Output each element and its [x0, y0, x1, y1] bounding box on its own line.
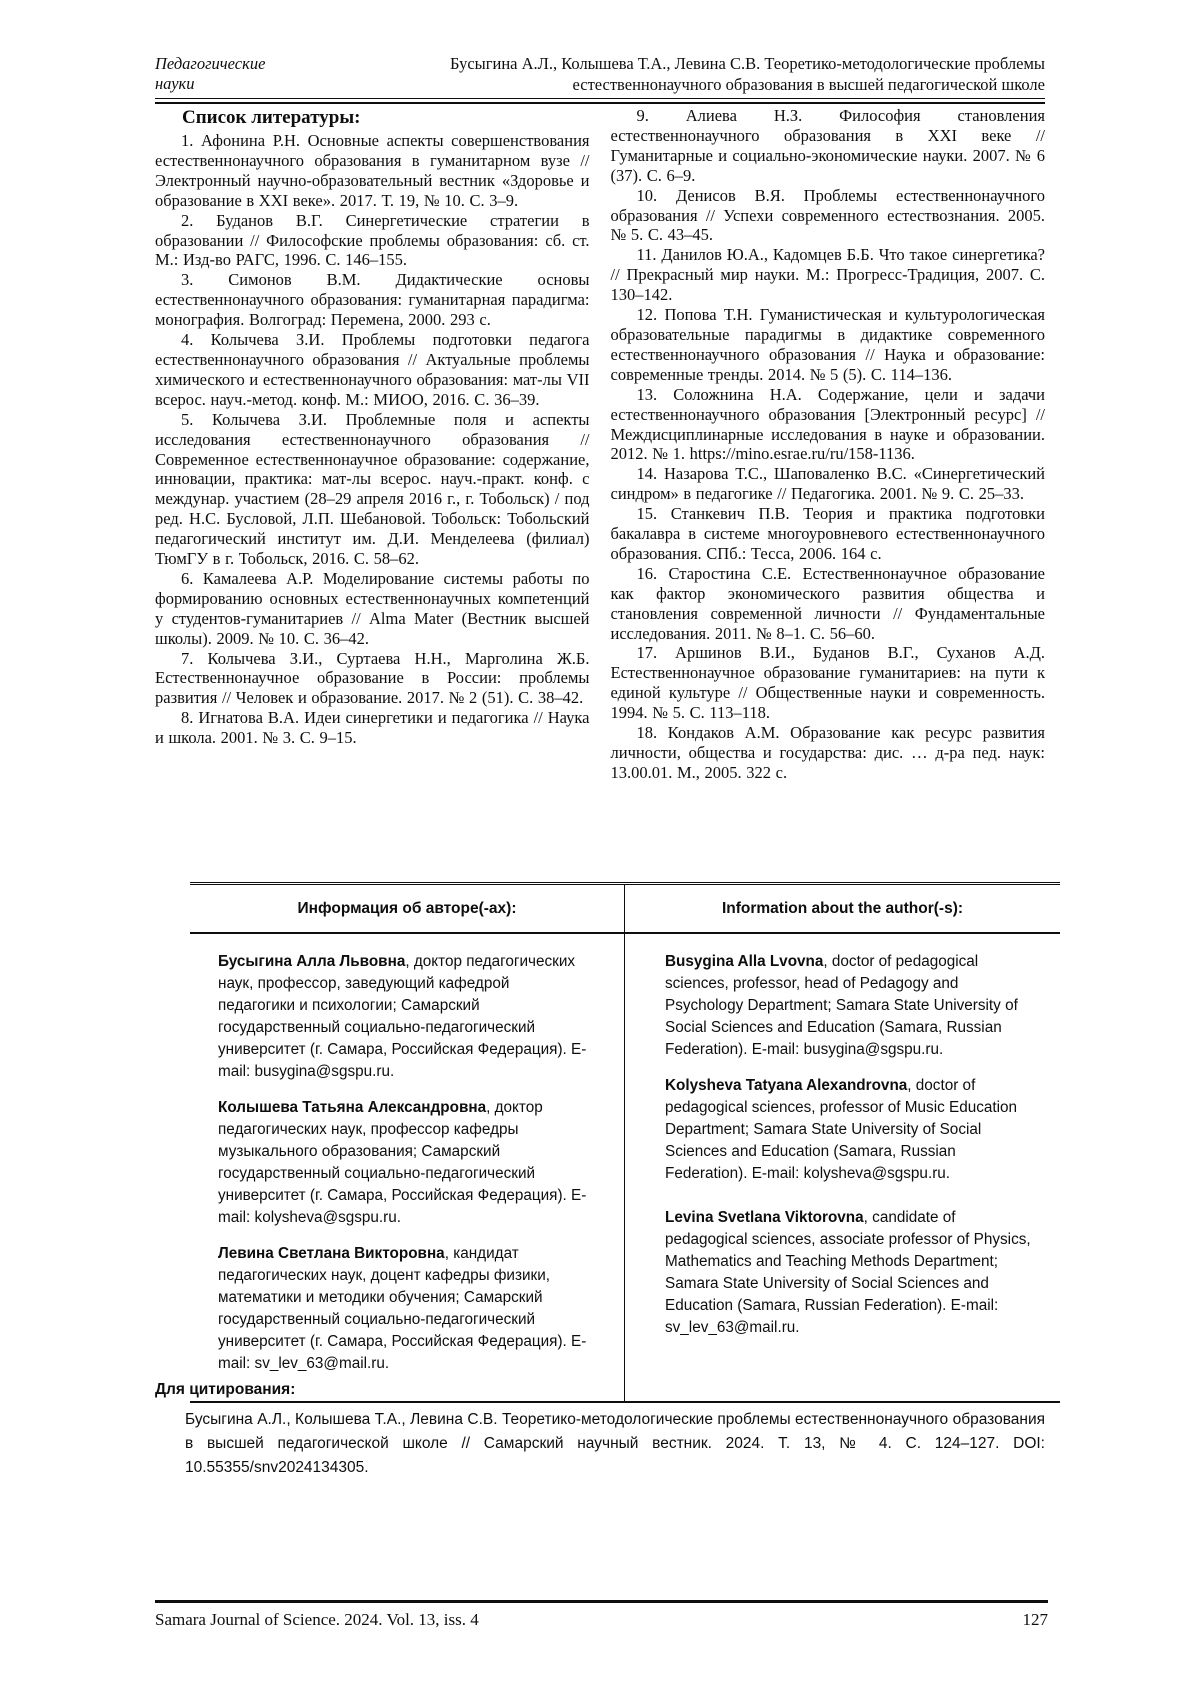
reference-item-1: 1. Афонина Р.Н. Основные аспекты совершенствования естественнонаучного образования в гуманитарном вузе // Электронный научно-образовательный вестник «Здоровье и образование в XXI веке». 2017. Т. 19, № 10. С. 3–9. — [155, 131, 590, 210]
section-title-line1: Педагогические — [155, 54, 266, 73]
reference-item-9: 9. Алиева Н.З. Философия становления естественнонаучного образования в XXI веке // Гуманитарные и социально-экономические науки. 2007. № 6 (37). С. 6–9. — [610, 106, 1045, 185]
section-title — [155, 54, 265, 94]
author-ru-3 — [218, 1243, 590, 1375]
author-en-1 — [665, 951, 1034, 1061]
running-title — [450, 54, 1045, 95]
reference-item-4: 4. Колычева З.И. Проблемы подготовки педагога естественнонаучного образования // Актуальные проблемы химического и естественнонаучного образования: мат-лы VII всерос. науч.-метод. конф. М.: МИОО, 2016. С. 36–39. — [155, 330, 590, 409]
authors-cell-ru — [190, 934, 625, 1401]
author-en-1-info: , doctor of pedagogical sciences, professor, head of Pedagogy and Psychology Department; Samara State University of Social Sciences and Education (Samara, Russian Federation). E-mail: busygina@sgspu.ru. — [665, 953, 1018, 1058]
author-ru-1 — [218, 951, 590, 1083]
reference-item-15: 15. Станкевич П.В. Теория и практика подготовки бакалавра в системе многоуровневого естественнонаучного образования. СПб.: Тесса, 2006. 164 с. — [610, 504, 1045, 563]
authors-table-header-ru: Информация об авторе(-ах): — [190, 885, 625, 934]
author-ru-2-info: , доктор педагогических наук, профессор кафедры музыкального образования; Самарский государственный социально-педагогический университет (г. Самара, Российская Федерация). E-mail: kolysheva@sgspu.ru. — [218, 1099, 587, 1226]
author-ru-3-info: , кандидат педагогических наук, доцент кафедры физики, математики и методики обучения; Самарский государственный социально-педагогический университет (г. Самара, Российская Федерация). E-mail: sv_lev_63@mail.ru. — [218, 1245, 587, 1372]
citation-label: Для цитирования: — [155, 1381, 296, 1398]
page-header — [155, 54, 1045, 104]
reference-item-16: 16. Старостина С.Е. Естественнонаучное образование как фактор экономического развития общества и становления современной личности // Фундаментальные исследования. 2011. № 8–1. С. 56–60. — [610, 563, 1045, 643]
authors-table-header-en: Information about the author(-s): — [625, 885, 1060, 934]
footer-page-number: 127 — [1022, 1610, 1048, 1629]
reference-item-11: 11. Данилов Ю.А., Кадомцев Б.Б. Что такое синергетика? // Прекрасный мир науки. М.: Прогресс-Традиция, 2007. С. 130–142. — [610, 245, 1045, 305]
citation-section — [155, 1381, 1045, 1480]
author-en-2-name: Kolysheva Tatyana Alexandrovna — [665, 1077, 908, 1094]
author-en-3-info: , candidate of pedagogical sciences, associate professor of Physics, Mathematics and Teaching Methods Department; Samara State University of Social Sciences and Education (Samara, Russian Federation). E-mail: sv_lev_63@mail.ru. — [665, 1209, 1031, 1336]
author-en-2 — [665, 1075, 1034, 1185]
reference-item-8: 8. Игнатова В.А. Идеи синергетики и педагогика // Наука и школа. 2001. № 3. С. 9–15. — [155, 708, 590, 748]
reference-item-7: 7. Колычева З.И., Суртаева Н.Н., Марголина Ж.Б. Естественнонаучное образование в России: проблемы развития // Человек и образование. 2017. № 2 (51). С. 38–42. — [155, 648, 590, 708]
reference-item-2: 2. Буданов В.Г. Синергетические стратегии в образовании // Философские проблемы образования: сб. ст. М.: Изд-во РАГС, 1996. С. 146–155. — [155, 210, 590, 270]
author-ru-1-name: Бусыгина Алла Львовна — [218, 953, 406, 970]
reference-item-10: 10. Денисов В.Я. Проблемы естественнонаучного образования // Успехи современного естествознания. 2005. № 5. С. 43–45. — [610, 185, 1045, 245]
citation-text: Бусыгина А.Л., Колышева Т.А., Левина С.В. Теоретико-методологические проблемы естественнонаучного образования в высшей педагогической школе // Самарский научный вестник. 2024. Т. 13, № 4. С. 124–127. DOI: 10.55355/snv2024134305. — [185, 1411, 1045, 1476]
reference-item-5: 5. Колычева З.И. Проблемные поля и аспекты исследования естественнонаучного образования // Современное естественнонаучное образование: содержание, инновации, практика: мат-лы всерос. науч.-практ. конф. с междунар. участием (28–29 апреля 2016 г., г. Тобольск) / под ред. Н.С. Бусловой, Л.П. Шебановой. Тобольск: Тобольский педагогический институт им. Д.И. Менделеева (филиал) ТюмГУ в г. Тобольск, 2016. С. 58–62. — [155, 409, 590, 569]
reference-item-17: 17. Аршинов В.И., Буданов В.Г., Суханов А.Д. Естественнонаучное образование гуманитариев: на пути к единой культуре // Общественные науки и современность. 1994. № 5. С. 113–118. — [610, 643, 1045, 723]
author-ru-1-info: , доктор педагогических наук, профессор, заведующий кафедрой педагогики и психологии; Самарский государственный социально-педагогический университет (г. Самара, Российская Федерация). E-mail: busygina@sgspu.ru. — [218, 953, 587, 1080]
author-en-1-name: Busygina Alla Lvovna — [665, 953, 824, 970]
page-footer — [155, 1600, 1048, 1630]
author-ru-3-name: Левина Светлана Викторовна — [218, 1245, 445, 1262]
author-en-3 — [665, 1207, 1034, 1339]
section-title-line2: науки — [155, 74, 195, 93]
authors-cell-en — [625, 934, 1060, 1401]
reference-item-18: 18. Кондаков А.М. Образование как ресурс развития личности, общества и государства: дис. … д-ра пед. наук: 13.00.01. М., 2005. 322 с. — [610, 723, 1045, 782]
reference-item-13: 13. Соложнина Н.А. Содержание, цели и задачи естественнонаучного образования [Электронный ресурс] // Междисциплинарные исследования в науке и образовании. 2012. № 1. https://mino.esrae.ru/ru/158-1136. — [610, 384, 1045, 464]
references-right-column — [611, 106, 1046, 783]
footer-journal-title: Samara Journal of Science. 2024. Vol. 13, iss. 4 — [155, 1610, 479, 1629]
author-en-2-info: , doctor of pedagogical sciences, professor of Music Education Department; Samara State University of Social Sciences and Education (Samara, Russian Federation). E-mail: kolysheva@sgspu.ru. — [665, 1077, 1018, 1182]
author-en-3-name: Levina Svetlana Viktorovna — [665, 1209, 864, 1226]
author-ru-2-name: Колышева Татьяна Александровна — [218, 1099, 487, 1116]
reference-item-12: 12. Попова Т.Н. Гуманистическая и культурологическая образовательные парадигмы в дидактике современного естественнонаучного образования // Наука и образование: современные тренды. 2014. № 5 (5). С. 114–136. — [610, 305, 1045, 384]
running-title-line2: естественнонаучного образования в высшей педагогической школе — [572, 74, 1045, 94]
authors-info-table — [190, 882, 1060, 1403]
running-title-line1: Бусыгина А.Л., Колышева Т.А., Левина С.В. Теоретико-методологические проблемы — [450, 54, 1045, 73]
reference-item-3: 3. Симонов В.М. Дидактические основы естественнонаучного образования: гуманитарная парадигма: монография. Волгоград: Перемена, 2000. 293 с. — [155, 270, 590, 330]
references-left-column — [155, 106, 590, 783]
reference-item-6: 6. Камалеева А.Р. Моделирование системы работы по формированию основных естественнонаучных компетенций у студентов-гуманитариев // Alma Mater (Вестник высшей школы). 2009. № 10. С. 36–42. — [155, 568, 590, 648]
reference-item-14: 14. Назарова Т.С., Шаповаленко В.С. «Синергетический синдром» в педагогике // Педагогика. 2001. № 9. С. 25–33. — [610, 464, 1045, 504]
references-section — [155, 106, 1045, 783]
references-title: Список литературы: — [182, 107, 361, 128]
author-ru-2 — [218, 1097, 590, 1229]
